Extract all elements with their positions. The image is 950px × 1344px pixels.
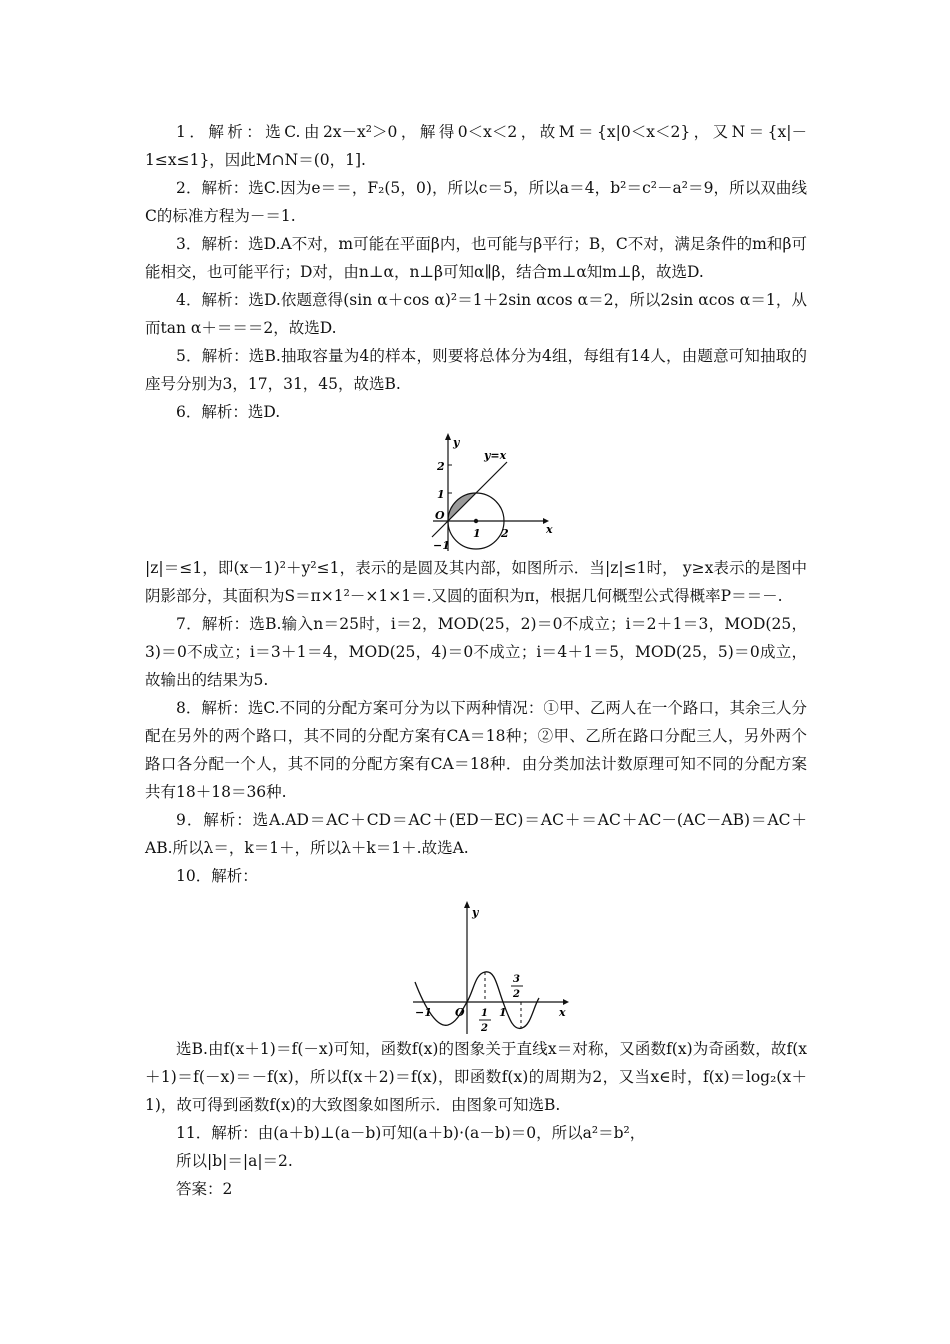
solution-11: 11．解析：由(a＋b)⊥(a－b)可知(a＋b)·(a－b)＝0，所以a²＝b²， — [176, 1124, 646, 1142]
label-x: x — [559, 1006, 566, 1019]
function-curve — [415, 972, 539, 1029]
solution-11-answer: 答案：2 — [176, 1180, 233, 1198]
label-neg1: −1 — [433, 539, 450, 552]
label-half-num: 1 — [481, 1008, 488, 1019]
solution-9: 9．解析：选A.AD＝AC＋CD＝AC＋(ED－EC)＝AC＋＝AC＋AC－(AC－AB)＝AC＋AB.所以λ＝，k＝1＋，所以λ＋k＝1＋.故选A. — [145, 811, 807, 857]
label-two: 2 — [437, 460, 445, 473]
solution-6-body: |z|＝≤1，即(x－1)²＋y²≤1，表示的是圆及其内部，如图所示．当|z|≤1时， y≥x表示的是图中阴影部分，其面积为S＝π×1²－×1×1＝.又圆的面积为π，根据几何概型公式得概率P＝＝－. — [145, 559, 807, 605]
circle-figure — [145, 426, 807, 554]
solutions-content — [145, 118, 807, 1203]
label-origin: O — [435, 509, 445, 522]
x-axis-arrow-icon — [563, 999, 569, 1005]
label-x2: 2 — [501, 527, 509, 540]
label-three-halves-num: 3 — [513, 974, 520, 985]
label-neg1: −1 — [415, 1006, 432, 1019]
sine-figure — [145, 890, 807, 1035]
label-three-halves-den: 2 — [513, 989, 520, 1000]
label-origin: O — [455, 1006, 465, 1019]
solution-7: 7．解析：选B.输入n＝25时，i＝2，MOD(25，2)＝0不成立；i＝2＋1＝3，MOD(25，3)＝0不成立；i＝3＋1＝4，MOD(25，4)＝0不成立；i＝4＋1＝5，MOD(25，5)＝0成立，故输出的结果为5. — [145, 615, 807, 689]
center-point — [474, 519, 478, 523]
circle-diagram — [145, 426, 807, 554]
solution-1: 1．解析：选C.由2x－x²＞0，解得0＜x＜2，故M＝{x|0＜x＜2}，又N＝{x|－1≤x≤1}，因此M∩N＝(0，1]. — [145, 123, 807, 169]
label-x1: 1 — [473, 527, 481, 540]
label-half-den: 2 — [481, 1023, 488, 1034]
label-line: y=x — [484, 449, 507, 462]
label-y: y — [472, 906, 479, 919]
label-one: 1 — [437, 488, 445, 501]
solution-6: 6．解析：选D. — [176, 403, 281, 421]
solution-3: 3．解析：选D.A不对，m可能在平面β内，也可能与β平行；B，C不对，满足条件的m和β可能相交，也可能平行；D对，由n⊥α，n⊥β可知α∥β，结合m⊥α知m⊥β，故选D. — [145, 235, 807, 281]
label-one: 1 — [499, 1006, 507, 1019]
y-axis-arrow-icon — [464, 901, 470, 908]
solution-8: 8．解析：选C.不同的分配方案可分为以下两种情况：①甲、乙两人在一个路口，其余三人分配在另外的两个路口，其不同的分配方案有CA＝18种；②甲、乙所在路口分配三人，另外两个路口各分配一个人，其不同的分配方案有CA＝18种．由分类加法计数原理可知不同的分配方案共有18＋18＝36种. — [145, 699, 807, 801]
solution-10-body: 选B.由f(x＋1)＝f(－x)可知，函数f(x)的图象关于直线x＝对称，又函数f(x)为奇函数，故f(x＋1)＝f(－x)＝－f(x)，所以f(x＋2)＝f(x)，即函数f(x)的周期为2，又当x∈时，f(x)＝log₂(x＋1)，故可得到函数f(x)的大致图象如图所示．由图象可知选B. — [145, 1040, 807, 1114]
solution-5: 5．解析：选B.抽取容量为4的样本，则要将总体分为4组，每组有14人，由题意可知抽取的座号分别为3，17，31，45，故选B. — [145, 347, 807, 393]
solution-11-line2: 所以|b|＝|a|＝2. — [176, 1152, 293, 1170]
solution-4: 4．解析：选D.依题意得(sin α＋cos α)²＝1＋2sin αcos α＝2，所以2sin αcos α＝1，从而tan α＋＝＝＝2，故选D. — [145, 291, 807, 337]
y-axis-arrow-icon — [445, 433, 451, 440]
label-y: y — [453, 436, 460, 449]
solution-2: 2．解析：选C.因为e＝＝，F₂(5，0)，所以c＝5，所以a＝4，b²＝c²－a²＝9，所以双曲线C的标准方程为－＝1. — [145, 179, 807, 225]
label-x: x — [546, 523, 553, 536]
solution-10: 10．解析： — [176, 867, 258, 885]
sine-diagram — [145, 890, 807, 1035]
